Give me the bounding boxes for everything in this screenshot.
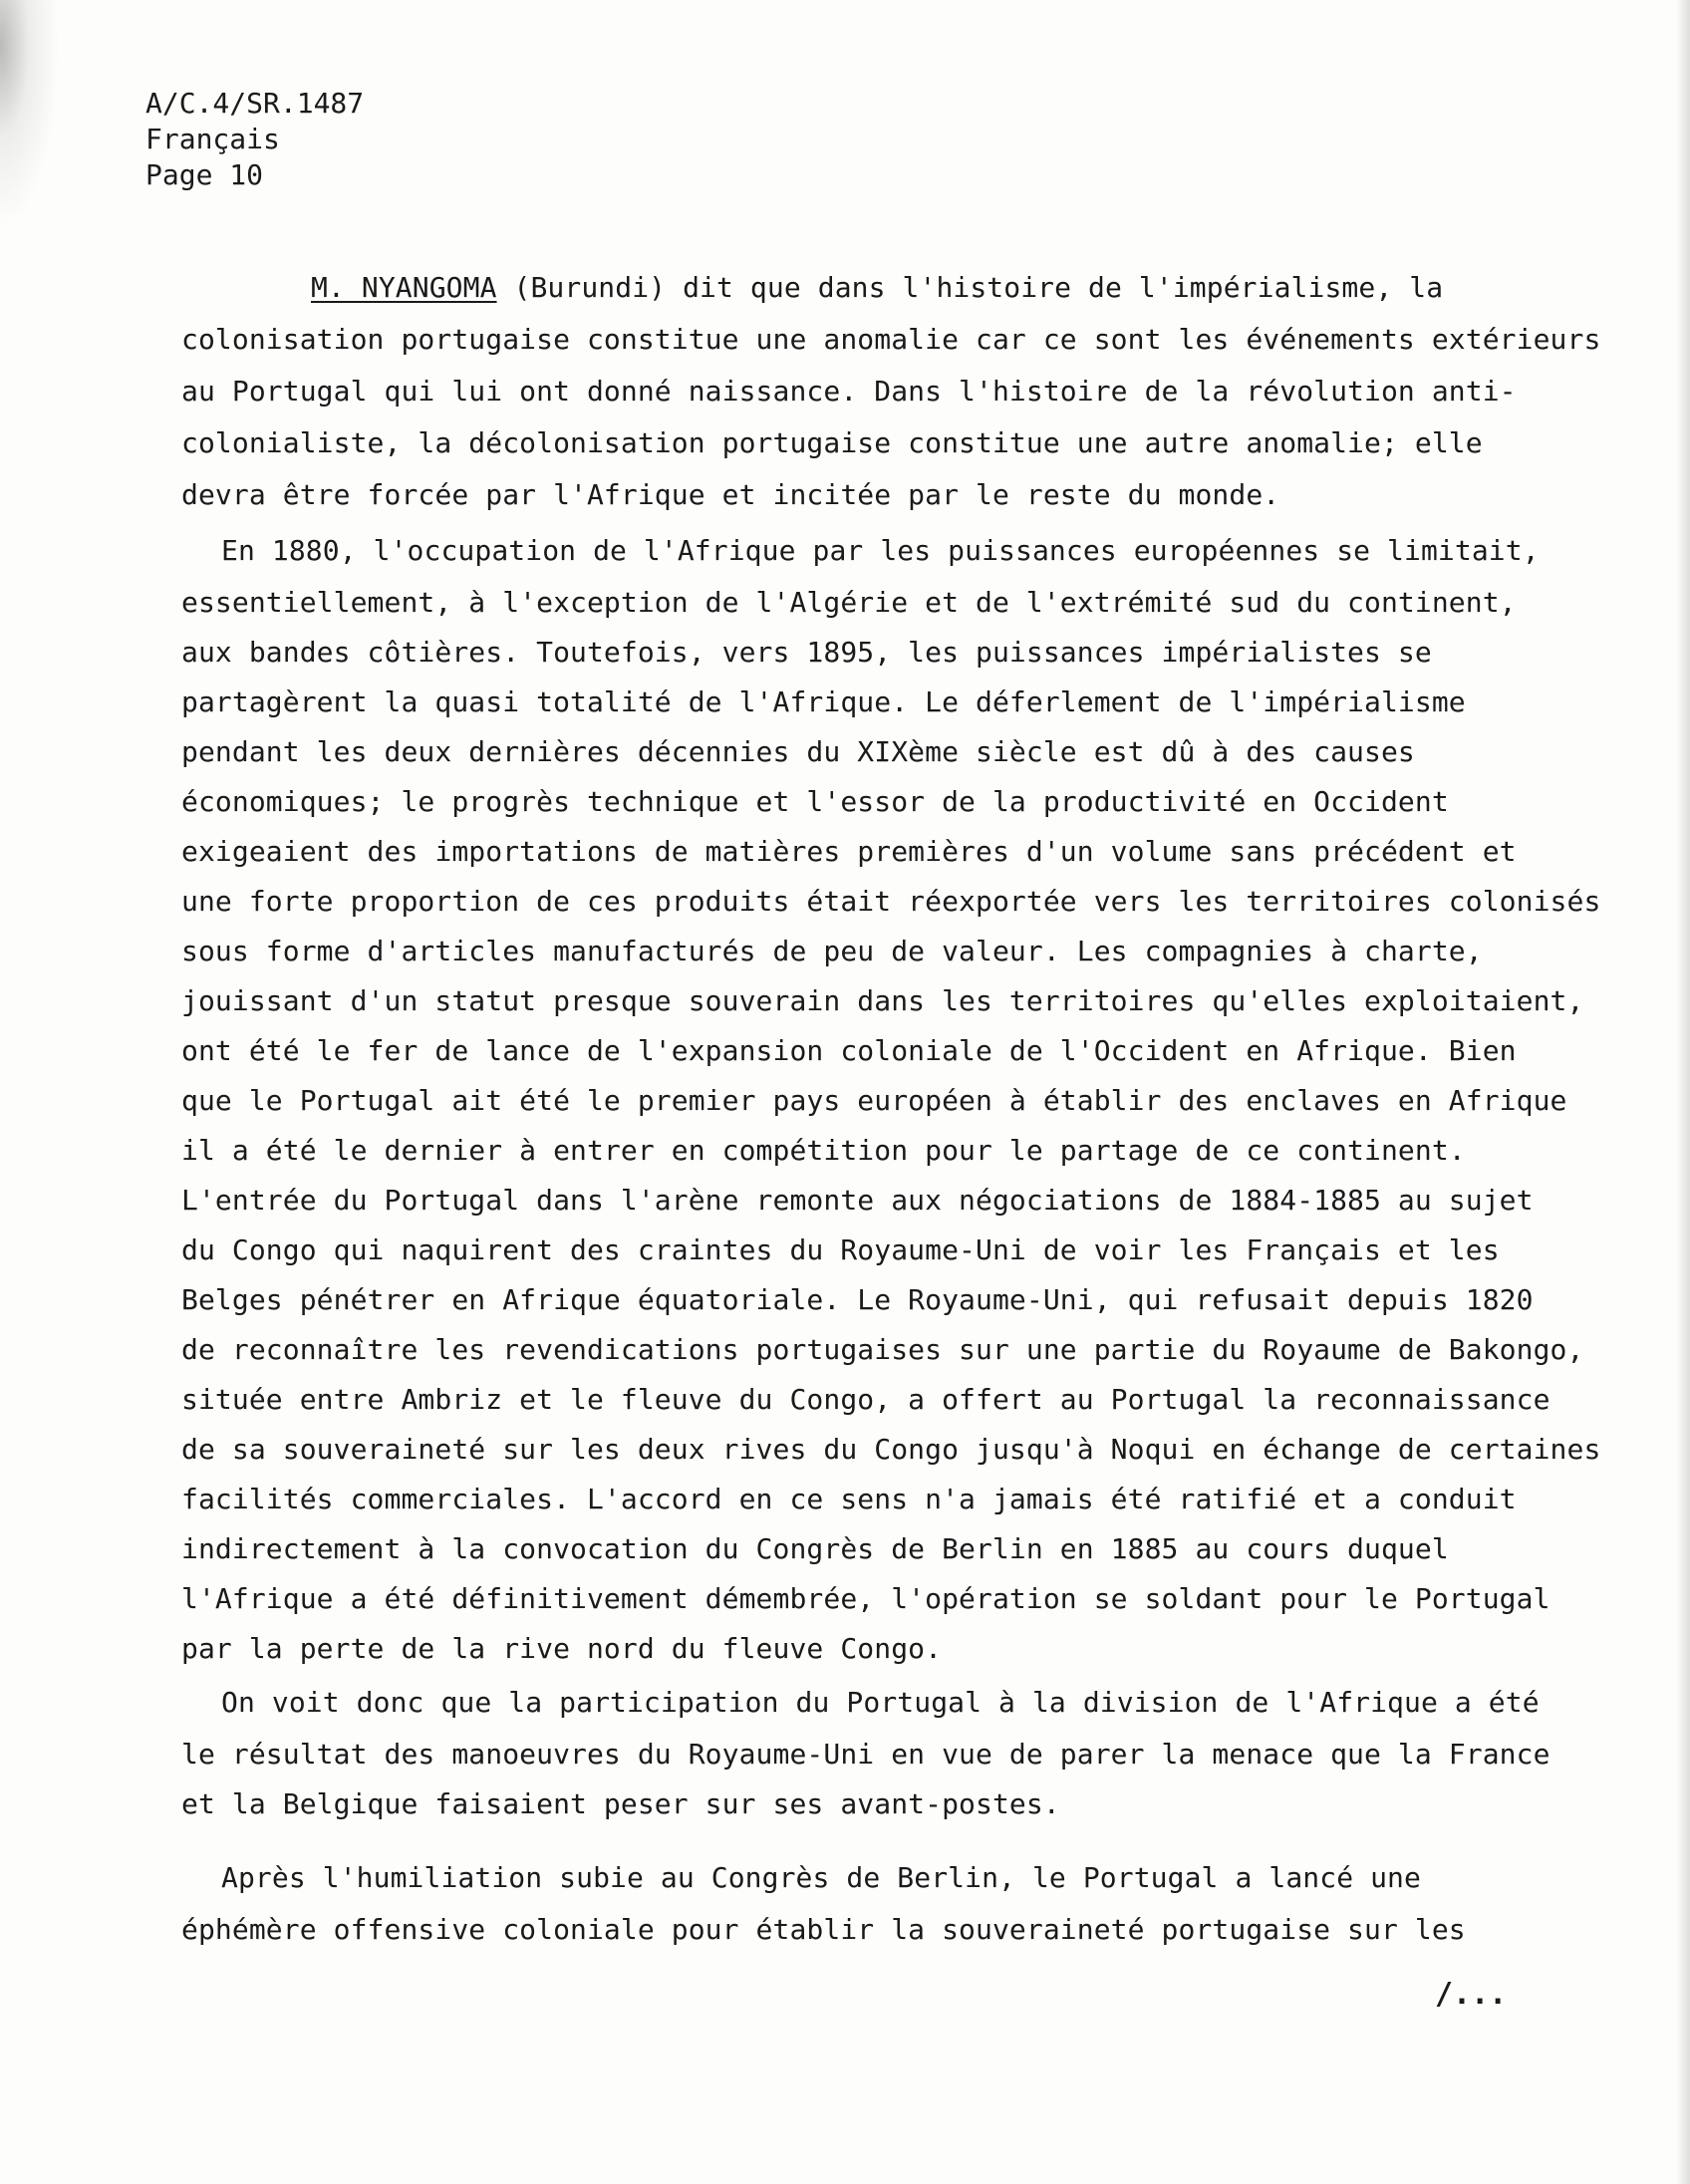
document-symbol: A/C.4/SR.1487 <box>145 87 365 120</box>
page-number: Page 10 <box>145 158 264 191</box>
text-line: Après l'humiliation subie au Congrès de Berlin, le Portugal a lancé une <box>221 1861 1421 1894</box>
text-line: exigeaient des importations de matières premières d'un volume sans précédent et <box>181 835 1517 868</box>
text-line: L'entrée du Portugal dans l'arène remonte aux négociations de 1884-1885 au sujet <box>181 1184 1534 1217</box>
text-line: une forte proportion de ces produits était réexportée vers les territoires colonisés <box>181 885 1601 918</box>
document-language: Français <box>145 123 280 155</box>
text-line: devra être forcée par l'Afrique et incitée par le reste du monde. <box>181 478 1280 511</box>
document-header <box>145 86 364 193</box>
text-line: et la Belgique faisaient peser sur ses avant-postes. <box>181 1787 1060 1820</box>
text-line: colonialiste, la décolonisation portugaise constitue une autre anomalie; elle <box>181 426 1483 459</box>
text-line: l'Afrique a été définitivement démembrée, l'opération se soldant pour le Portugal <box>181 1582 1550 1615</box>
scan-shadow-right <box>1676 0 1690 2184</box>
text-line: il a été le dernier à entrer en compétition pour le partage de ce continent. <box>181 1134 1466 1167</box>
text-line: du Congo qui naquirent des craintes du Royaume-Uni de voir les Français et les <box>181 1233 1500 1266</box>
text-line: que le Portugal ait été le premier pays européen à établir des enclaves en Afrique <box>181 1084 1567 1117</box>
text-line: En 1880, l'occupation de l'Afrique par les puissances européennes se limitait, <box>221 534 1540 567</box>
text-line: jouissant d'un statut presque souverain dans les territoires qu'elles exploitaient, <box>181 984 1584 1017</box>
scan-shadow-left <box>0 0 60 229</box>
speaker-statement: (Burundi) dit que dans l'histoire de l'impérialisme, la <box>496 271 1444 304</box>
text-line: le résultat des manoeuvres du Royaume-Uni en vue de parer la menace que la France <box>181 1738 1550 1771</box>
continuation-mark: /... <box>1435 1977 1508 2012</box>
text-line: indirectement à la convocation du Congrès de Berlin en 1885 au cours duquel <box>181 1532 1449 1565</box>
text-line: éphémère offensive coloniale pour établir la souveraineté portugaise sur les <box>181 1913 1466 1946</box>
text-line: pendant les deux dernières décennies du XIXème siècle est dû à des causes <box>181 735 1415 768</box>
text-line: colonisation portugaise constitue une anomalie car ce sont les événements extérieurs <box>181 323 1601 356</box>
text-line: Belges pénétrer en Afrique équatoriale. Le Royaume-Uni, qui refusait depuis 1820 <box>181 1283 1534 1316</box>
text-line: économiques; le progrès technique et l'essor de la productivité en Occident <box>181 785 1449 818</box>
text-line: par la perte de la rive nord du fleuve Congo. <box>181 1632 943 1665</box>
text-line: partagèrent la quasi totalité de l'Afrique. Le déferlement de l'impérialisme <box>181 685 1466 718</box>
text-line: de reconnaître les revendications portugaises sur une partie du Royaume de Bakongo, <box>181 1333 1584 1366</box>
text-line: On voit donc que la participation du Portugal à la division de l'Afrique a été <box>221 1686 1540 1719</box>
text-line: de sa souveraineté sur les deux rives du Congo jusqu'à Noqui en échange de certaines <box>181 1433 1601 1466</box>
text-line: au Portugal qui lui ont donné naissance. Dans l'histoire de la révolution anti- <box>181 375 1517 408</box>
text-line: située entre Ambriz et le fleuve du Congo, a offert au Portugal la reconnaissance <box>181 1383 1550 1416</box>
text-line: essentiellement, à l'exception de l'Algérie et de l'extrémité sud du continent, <box>181 586 1517 619</box>
text-line: facilités commerciales. L'accord en ce sens n'a jamais été ratifié et a conduit <box>181 1483 1517 1515</box>
speaker-name: M. NYANGOMA <box>311 271 497 304</box>
text-line <box>311 271 1443 304</box>
text-line: aux bandes côtières. Toutefois, vers 1895, les puissances impérialistes se <box>181 636 1432 669</box>
text-line: sous forme d'articles manufacturés de peu de valeur. Les compagnies à charte, <box>181 935 1483 967</box>
text-line: ont été le fer de lance de l'expansion coloniale de l'Occident en Afrique. Bien <box>181 1034 1517 1067</box>
